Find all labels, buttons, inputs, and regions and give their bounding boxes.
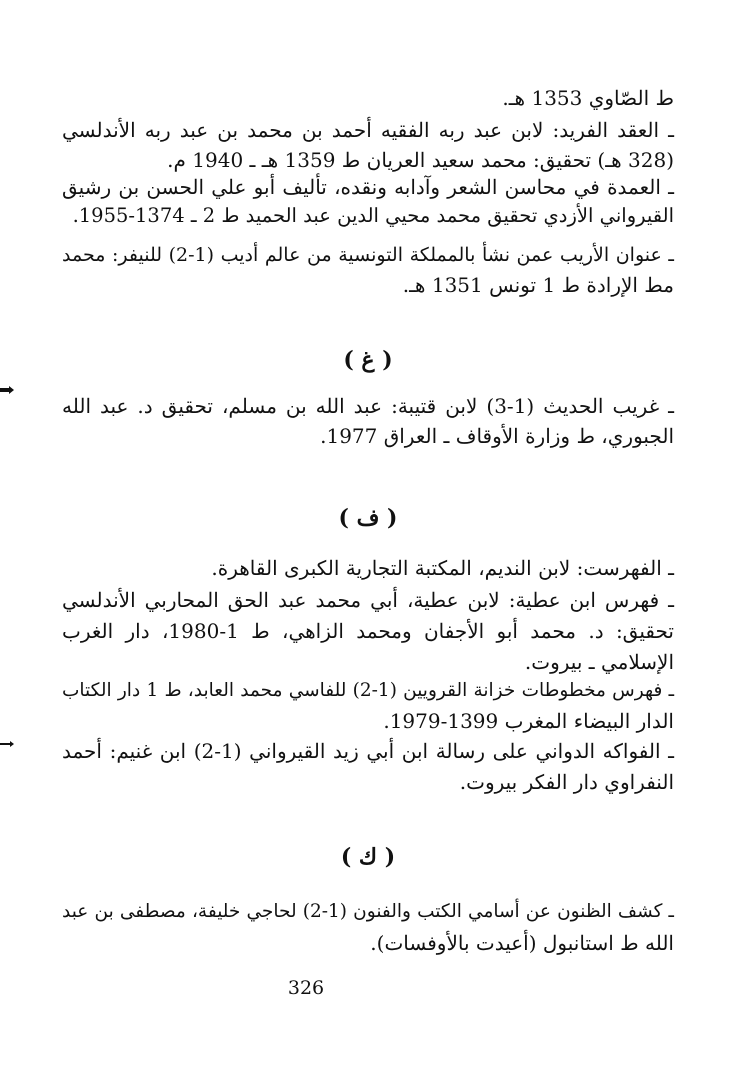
section-heading-fa: ( ف ) [338,505,398,531]
text-line: الله ط استانبول (أعيدت بالأوفسات). [370,931,674,955]
entry-al-fihrist: ـ الفهرست: لابن النديم، المكتبة التجارية الكبرى القاهرة. [211,556,674,580]
text-line: ط الصّاوي 1353 هـ. [502,86,674,110]
text-line: تحقيق: د. محمد أبو الأجفان ومحمد الزاهي، ط 1-1980، دار الغرب [62,619,674,643]
margin-arrow-icon [0,740,14,748]
text-line: النفراوي دار الفكر بيروت. [459,770,674,794]
text-line: (328 هـ) تحقيق: محمد سعيد العريان ط 1359 هـ ـ 1940 م. [167,148,674,172]
margin-arrow-icon [0,386,14,394]
entry-al-fawakih-al-dawani: ـ الفواكه الدواني على رسالة ابن أبي زيد القيرواني (1-2) ابن غنيم: أحمد [62,739,674,763]
entry-fihris-ibn-atiyya: ـ فهرس ابن عطية: لابن عطية، أبي محمد عبد الحق المحاربي الأندلسي [62,588,674,612]
entry-unwan-al-arib: ـ عنوان الأريب عمن نشأ بالمملكة التونسية من عالم أديب (1-2) للنيفر: محمد [62,244,674,266]
entry-al-iqd-al-farid: ـ العقد الفريد: لابن عبد ربه الفقيه أحمد بن محمد بن عبد ربه الأندلسي [62,118,674,142]
text-line: القيرواني الأزدي تحقيق محمد محيي الدين عبد الحميد ط 2 ـ 1374-1955. [72,204,674,227]
text-line: الإسلامي ـ بيروت. [524,650,674,674]
page-number: 326 [287,977,325,999]
section-heading-kaf: ( ك ) [340,844,396,870]
entry-gharib-al-hadith: ـ غريب الحديث (1-3) لابن قتيبة: عبد الله بن مسلم، تحقيق د. عبد الله [62,394,674,418]
text-line: مط الإرادة ط 1 تونس 1351 هـ. [402,273,674,297]
page-content [62,0,674,1084]
text-line: الدار البيضاء المغرب 1399-1979. [383,709,674,733]
entry-al-umda: ـ العمدة في محاسن الشعر وآدابه ونقده، تأليف أبو علي الحسن بن رشيق [62,175,674,199]
text-line: الجبوري، ط وزارة الأوقاف ـ العراق 1977. [320,424,674,448]
entry-kashf-al-zunun: ـ كشف الظنون عن أسامي الكتب والفنون (1-2) لحاجي خليفة، مصطفى بن عبد [62,901,674,922]
section-heading-ghain: ( غ ) [343,347,393,373]
entry-fihris-al-qarawiyyin: ـ فهرس مخطوطات خزانة القرويين (1-2) للفاسي محمد العابد، ط 1 دار الكتاب [62,680,674,701]
